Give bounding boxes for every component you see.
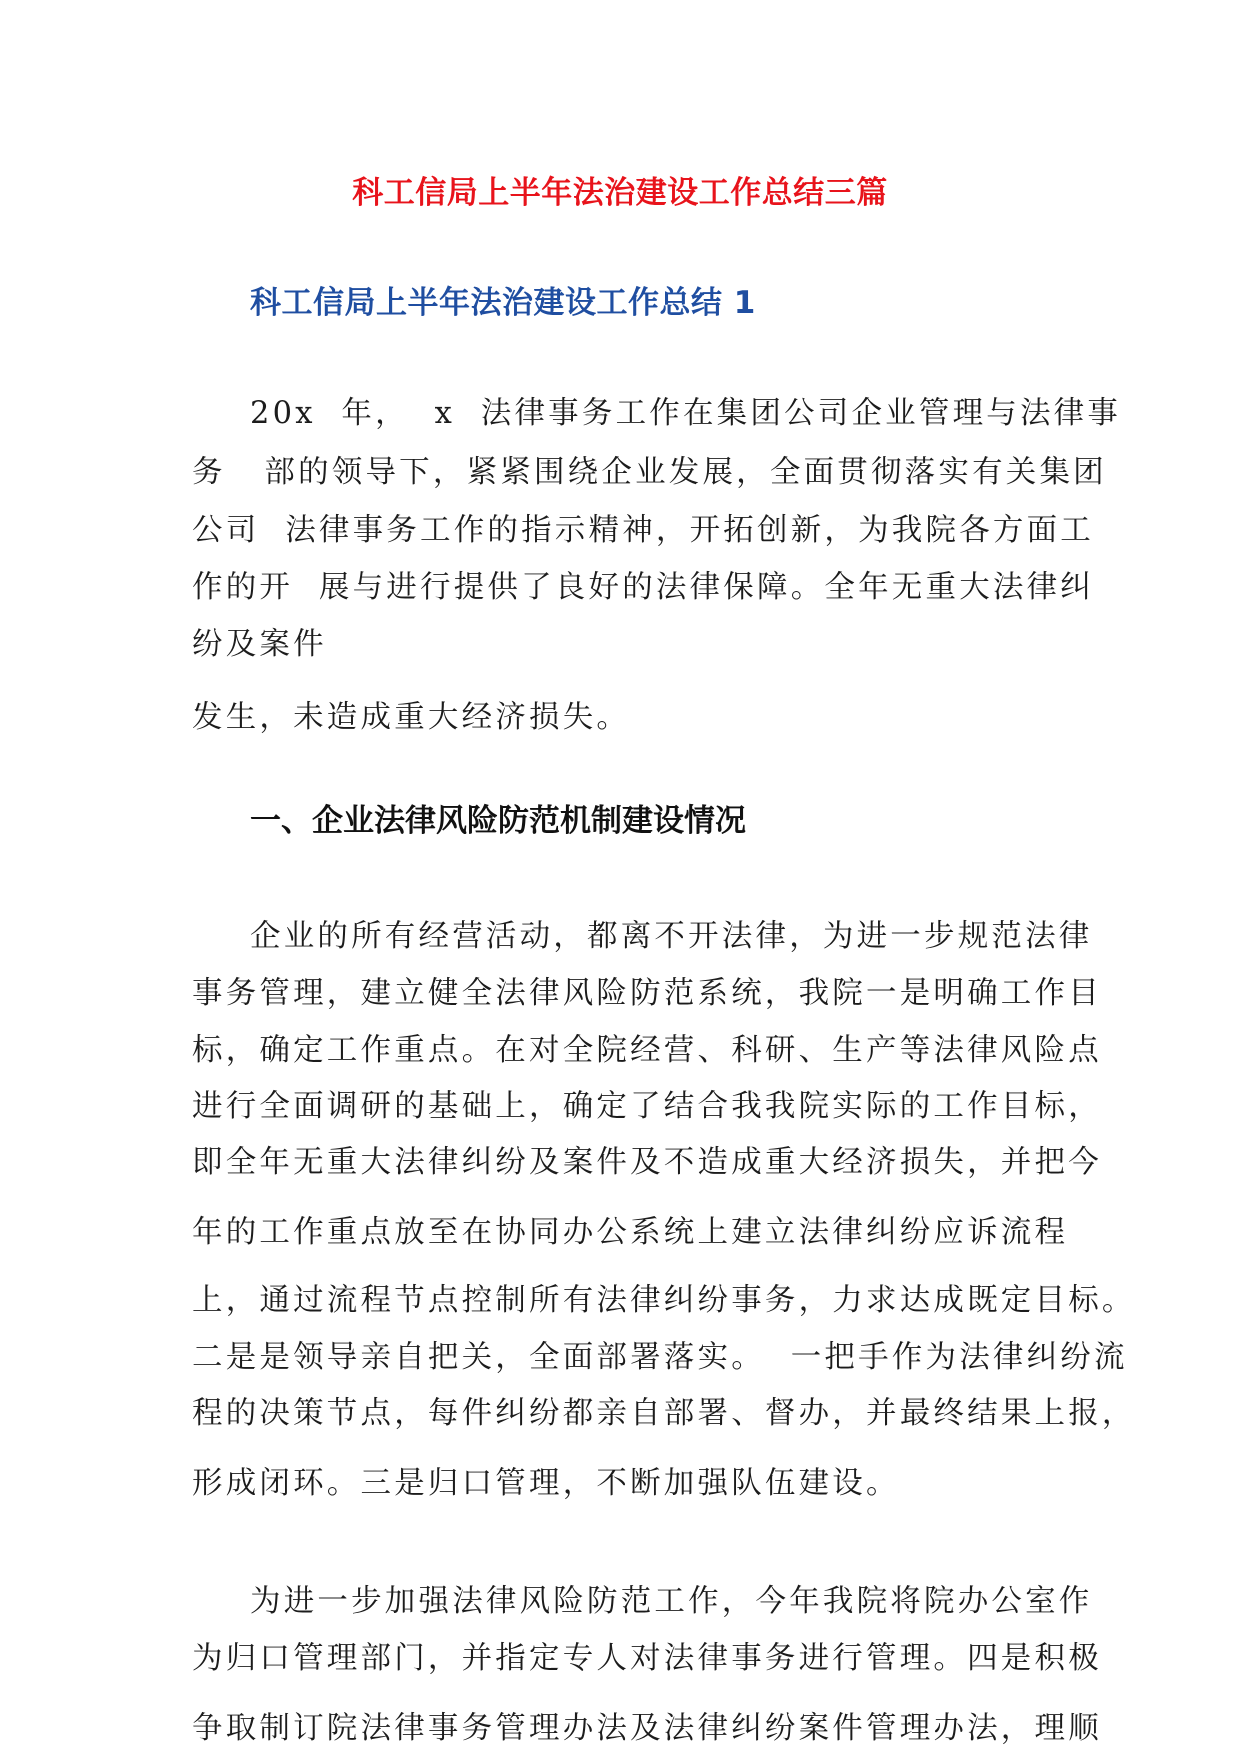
intro-line: 公司 法律事务工作的指示精神，开拓创新，为我院各方面工 [192,513,1094,548]
section-line: 程的决策节点，每件纠纷都亲自部署、督办，并最终结果上报， [192,1396,1136,1431]
intro-line: 发生，未造成重大经济损失。 [192,700,631,735]
closing-line: 为归口管理部门，并指定专人对法律事务进行管理。四是积极 [192,1641,1102,1676]
intro-line: 作的开 展与进行提供了良好的法律保障。全年无重大法律纠 [192,570,1094,605]
section-line: 年的工作重点放至在协同办公系统上建立法律纠纷应诉流程 [192,1215,1069,1250]
section-line: 即全年无重大法律纠纷及案件及不造成重大经济损失，并把今 [192,1145,1102,1180]
section-line: 企业的所有经营活动，都离不开法律，为进一步规范法律 [250,919,1093,954]
section-heading: 一、企业法律风险防范机制建设情况 [250,803,746,839]
section-line: 二是是领导亲自把关，全面部署落实。 一把手作为法律纠纷流 [192,1340,1128,1375]
section-line: 标，确定工作重点。在对全院经营、科研、生产等法律风险点 [192,1033,1102,1068]
intro-line: 务 部的领导下，紧紧围绕企业发展，全面贯彻落实有关集团 [192,455,1107,490]
section-line: 形成闭环。三是归口管理，不断加强队伍建设。 [192,1466,900,1501]
intro-line: 纷及案件 [192,627,327,662]
document-title: 科工信局上半年法治建设工作总结三篇 [352,175,888,211]
closing-line: 争取制订院法律事务管理办法及法律纠纷案件管理办法，理顺 [192,1711,1102,1746]
section-line: 进行全面调研的基础上，确定了结合我我院实际的工作目标， [192,1089,1102,1124]
document-subtitle: 科工信局上半年法治建设工作总结 1 [250,285,756,321]
intro-line: 20x 年， x 法律事务工作在集团公司企业管理与法律事 [250,396,1122,431]
closing-line: 为进一步加强法律风险防范工作，今年我院将院办公室作 [250,1584,1093,1619]
section-line: 事务管理，建立健全法律风险防范系统，我院一是明确工作目 [192,976,1102,1011]
section-line: 上，通过流程节点控制所有法律纠纷事务，力求达成既定目标。 [192,1283,1136,1318]
